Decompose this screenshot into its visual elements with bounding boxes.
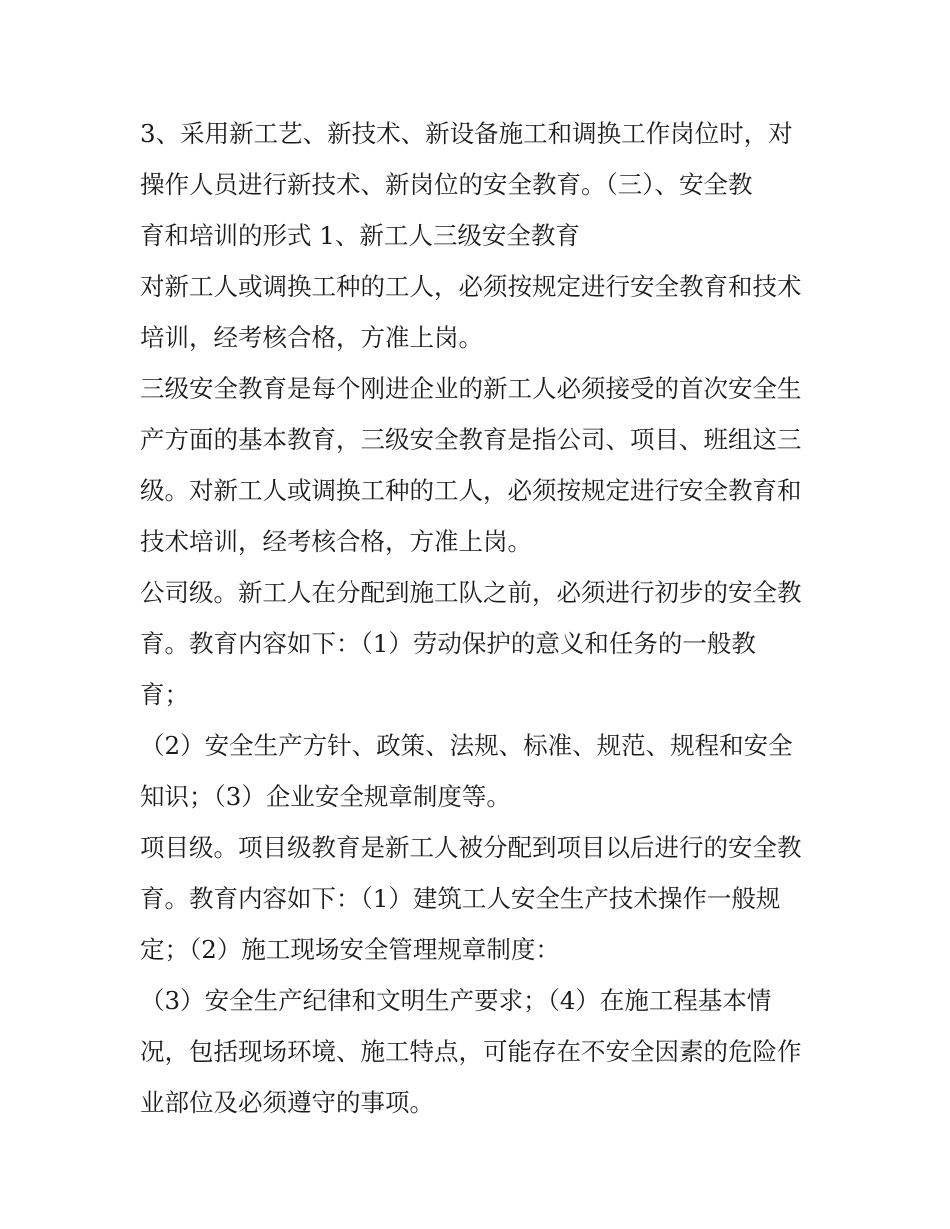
- text-line: 技术培训，经考核合格，方准上岗。: [140, 527, 532, 556]
- text-line: 3、采用新工艺、新技术、新设备施工和调换工作岗位时，对: [140, 119, 793, 148]
- text-line: 操作人员进行新技术、新岗位的安全教育。（三）、安全教: [140, 170, 753, 199]
- text-line: （3）安全生产纪律和文明生产要求；（4）在施工程基本情: [140, 986, 772, 1015]
- text-line: 级。对新工人或调换工种的工人，必须按规定进行安全教育和: [140, 476, 802, 505]
- text-line: （2）安全生产方针、政策、法规、标准、规范、规程和安全: [140, 731, 793, 760]
- text-line: 三级安全教育是每个刚进企业的新工人必须接受的首次安全生: [140, 374, 802, 403]
- text-line: 项目级。项目级教育是新工人被分配到项目以后进行的安全教: [140, 833, 802, 862]
- text-line: 育。教育内容如下：（1）建筑工人安全生产技术操作一般规: [140, 884, 781, 913]
- document-body: [140, 108, 830, 1128]
- text-line: 对新工人或调换工种的工人，必须按规定进行安全教育和技术: [140, 272, 802, 301]
- paragraph-project-level: [140, 822, 830, 975]
- text-line: 定；（2）施工现场安全管理规章制度：: [140, 935, 560, 964]
- text-line: 知识；（3）企业安全规章制度等。: [140, 782, 511, 811]
- paragraph-new-worker-rule: [140, 261, 830, 363]
- paragraph-three-level-education: [140, 363, 830, 567]
- text-line: 育和培训的形式 1、新工人三级安全教育: [140, 221, 580, 250]
- text-line: 培训，经考核合格，方准上岗。: [140, 323, 483, 352]
- text-line: 公司级。新工人在分配到施工队之前，必须进行初步的安全教: [140, 578, 802, 607]
- paragraph-project-level-items: [140, 975, 830, 1128]
- text-line: 业部位及必须遵守的事项。: [140, 1088, 434, 1117]
- text-line: 育；: [140, 680, 189, 709]
- text-line: 况，包括现场环境、施工特点，可能存在不安全因素的危险作: [140, 1037, 802, 1066]
- text-line: 育。教育内容如下：（1）劳动保护的意义和任务的一般教: [140, 629, 756, 658]
- paragraph-new-process-education: [140, 108, 830, 261]
- text-line: 产方面的基本教育，三级安全教育是指公司、项目、班组这三: [140, 425, 802, 454]
- paragraph-company-level: [140, 567, 830, 720]
- paragraph-company-level-items: [140, 720, 830, 822]
